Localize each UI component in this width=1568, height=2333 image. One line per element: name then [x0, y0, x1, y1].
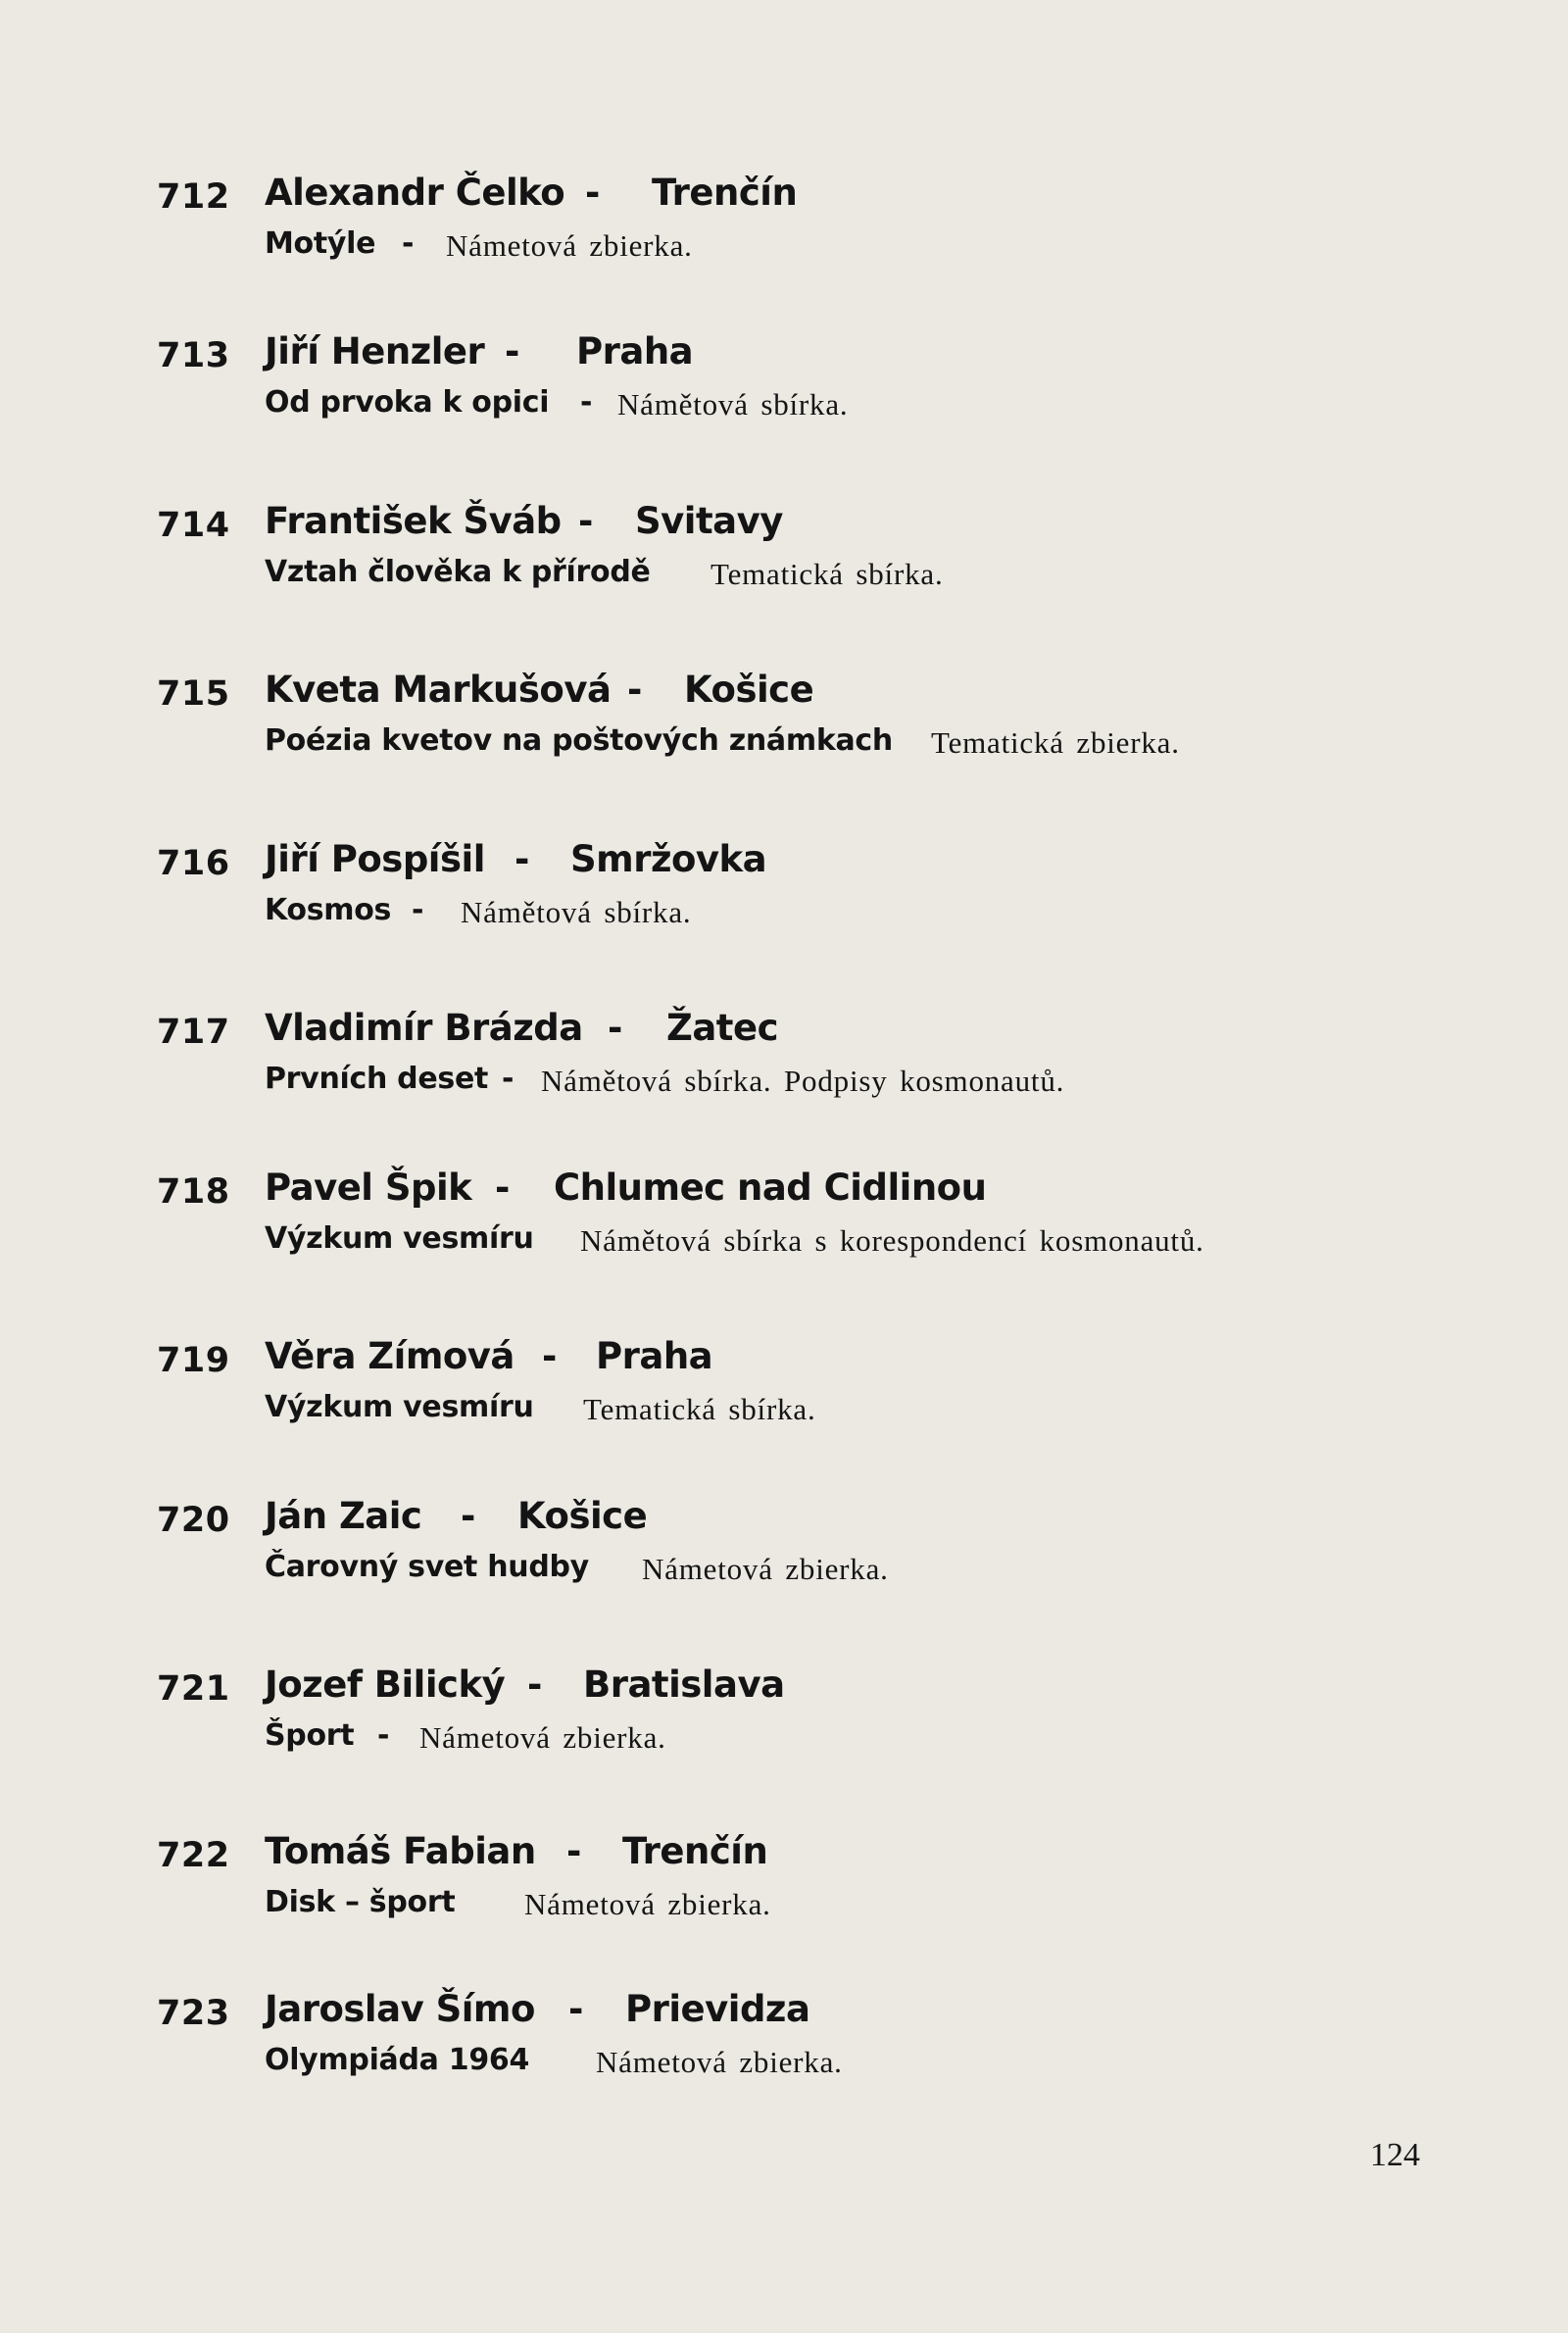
entry-722 — [157, 1830, 1431, 1928]
city: Bratislava — [583, 1663, 785, 1706]
entry-number: 712 — [157, 177, 230, 217]
entry-714 — [157, 500, 1431, 598]
entry-number: 719 — [157, 1341, 230, 1380]
subject-separator-dash: - — [412, 893, 424, 927]
city: Praha — [596, 1335, 713, 1377]
separator-dash: - — [461, 1495, 475, 1537]
city: Svitavy — [635, 500, 783, 542]
collection-subject: Poézia kvetov na poštových známkach — [265, 723, 893, 758]
separator-dash: - — [585, 172, 600, 214]
separator-dash: - — [578, 500, 593, 542]
subject-separator-dash: - — [502, 1062, 514, 1096]
collection-subject: Čarovný svet hudby — [265, 1550, 589, 1584]
collection-description: Námetová zbierka. — [642, 1552, 889, 1586]
collector-name: Alexandr Čelko — [265, 172, 565, 214]
entry-number: 720 — [157, 1501, 230, 1540]
separator-dash: - — [527, 1663, 542, 1706]
collection-subject: Šport — [265, 1718, 355, 1753]
entry-number: 716 — [157, 844, 230, 883]
city: Trenčín — [622, 1830, 768, 1872]
collector-name: Jaroslav Šímo — [265, 1988, 535, 2030]
city: Trenčín — [652, 172, 798, 214]
entry-number: 721 — [157, 1669, 230, 1709]
entry-721 — [157, 1663, 1431, 1762]
entry-715 — [157, 669, 1431, 767]
entry-713 — [157, 330, 1431, 428]
entry-number: 715 — [157, 674, 230, 714]
entry-number: 714 — [157, 506, 230, 545]
entry-number: 713 — [157, 336, 230, 375]
city: Košice — [684, 669, 814, 711]
collection-subject: Výzkum vesmíru — [265, 1390, 534, 1424]
collection-description: Námětová sbírka. — [461, 895, 692, 929]
collection-description: Tematická sbírka. — [583, 1392, 816, 1426]
entry-number: 718 — [157, 1172, 230, 1212]
entry-723 — [157, 1988, 1431, 2086]
collection-description: Tematická sbírka. — [710, 557, 944, 591]
collection-subject: Olympiáda 1964 — [265, 2043, 530, 2077]
entry-719 — [157, 1335, 1431, 1433]
separator-dash: - — [514, 838, 529, 880]
collection-subject: Od prvoka k opici — [265, 385, 550, 420]
collection-subject: Kosmos — [265, 893, 392, 927]
collection-subject: Motýle — [265, 226, 376, 261]
subject-separator-dash: - — [377, 1718, 390, 1753]
collector-name: Jiří Henzler — [265, 330, 485, 372]
entry-717 — [157, 1007, 1431, 1105]
separator-dash: - — [495, 1166, 510, 1209]
city: Smržovka — [570, 838, 767, 880]
collector-name: František Šváb — [265, 500, 562, 542]
collection-subject: Disk – šport — [265, 1885, 456, 1919]
collector-name: Tomáš Fabian — [265, 1830, 536, 1872]
subject-separator-dash: - — [402, 226, 415, 261]
entry-number: 722 — [157, 1836, 230, 1875]
collector-name: Věra Zímová — [265, 1335, 514, 1377]
page-number: 124 — [1370, 2137, 1420, 2173]
collection-description: Námetová zbierka. — [596, 2045, 843, 2079]
collector-name: Ján Zaic — [265, 1495, 422, 1537]
collector-name: Jiří Pospíšil — [265, 838, 485, 880]
entry-716 — [157, 838, 1431, 936]
entry-712 — [157, 172, 1431, 270]
entry-number: 717 — [157, 1013, 230, 1052]
collector-name: Pavel Špik — [265, 1166, 472, 1209]
city: Chlumec nad Cidlinou — [554, 1166, 987, 1209]
collection-subject: Výzkum vesmíru — [265, 1221, 534, 1256]
collection-description: Námětová sbírka. — [617, 387, 849, 422]
collection-description: Tematická zbierka. — [931, 725, 1180, 760]
city: Praha — [576, 330, 694, 372]
collector-name: Jozef Bilický — [265, 1663, 506, 1706]
city: Žatec — [666, 1007, 779, 1049]
separator-dash: - — [568, 1988, 583, 2030]
subject-separator-dash: - — [580, 385, 593, 420]
city: Prievidza — [625, 1988, 810, 2030]
entry-720 — [157, 1495, 1431, 1593]
collection-subject: Vztah člověka k přírodě — [265, 555, 651, 589]
separator-dash: - — [505, 330, 519, 372]
entry-number: 723 — [157, 1994, 230, 2033]
collection-description: Námětová sbírka s korespondencí kosmonautů. — [580, 1223, 1204, 1258]
separator-dash: - — [608, 1007, 622, 1049]
separator-dash: - — [627, 669, 642, 711]
collector-name: Vladimír Brázda — [265, 1007, 583, 1049]
collector-name: Kveta Markušová — [265, 669, 612, 711]
entry-718 — [157, 1166, 1431, 1265]
city: Košice — [517, 1495, 648, 1537]
collection-subject: Prvních deset — [265, 1062, 489, 1096]
separator-dash: - — [566, 1830, 581, 1872]
collection-description: Námetová zbierka. — [524, 1887, 771, 1921]
collection-description: Námetová zbierka. — [419, 1720, 666, 1755]
collection-description: Námetová zbierka. — [446, 228, 693, 263]
separator-dash: - — [542, 1335, 557, 1377]
collection-description: Námětová sbírka. Podpisy kosmonautů. — [541, 1064, 1065, 1098]
